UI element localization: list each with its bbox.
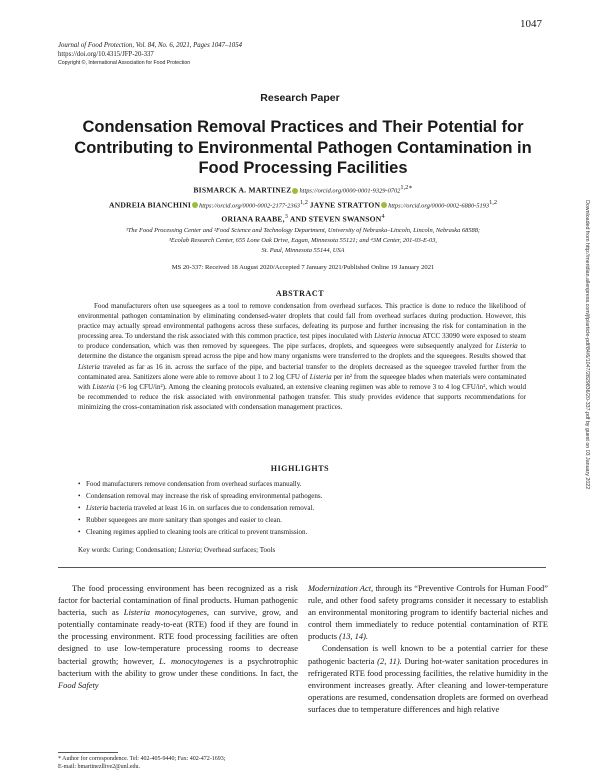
author-list: BISMARCK A. MARTINEZ $https://orcid.org/0000-0001-9329-0702^{1,2∗}$ ANDREIA BIANCHINI https://orcid.org/0000-0002-2177-2363$^{1,2}$ JAYNE STRATTON https://orcid.org/0000-0002-6880-5193$^{1,2}$ ORIANA RAABE,$^3$ AND STEVEN SWANSON$^4$ xyxy=(108,184,497,224)
list-item: • Listeria bacteria traveled at least 16 in. on surfaces due to condensation removal. xyxy=(78,504,315,512)
download-stamp-text: Downloaded from http://meridian.allenpress.com/jfp/article-pdf/84/6/1047/2829836/20-337.pdf by guest on 03 January 2022 xyxy=(584,200,590,490)
author-name: STEVEN SWANSON xyxy=(308,214,382,224)
download-stamp xyxy=(582,200,592,580)
orcid-icon[interactable] xyxy=(192,202,198,208)
page-number: 1047 xyxy=(520,18,542,30)
email-link[interactable]: E-mail: bmartinezllive2@unl.edu. xyxy=(58,764,141,770)
abstract-heading: ABSTRACT xyxy=(275,289,325,298)
list-item: • Food manufacturers remove condensation from overhead surfaces manually. xyxy=(78,480,302,488)
list-item: • Condensation removal may increase the risk of spreading environmental pathogens. xyxy=(78,492,323,500)
journal-citation: Journal of Food Protection, Vol. 84, No. 6, 2021, Pages 1047–1054 xyxy=(58,42,243,49)
highlights-heading: HIGHLIGHTS xyxy=(270,464,330,473)
body-column-right: Modernization Act, through its “Preventive Controls for Human Food” rule, and other food safety programs consider it necessary to establish an environmental monitoring program to identify bacterial niches and control them immediately to reduce potential contamination of RTE products (13, 14). Condensation is well known to be a potential carrier for these pathogenic bacteria (2, 11). During hot-water sanitation procedures in refrigerated RTE food processing facilities, the relative humidity in the environment increases greatly. After cleaning and lower-temperature operations are resumed, condensation droplets are formed on overhead surfaces due to temperature differences and high relative xyxy=(308,583,548,714)
divider xyxy=(58,567,546,568)
citation-link[interactable]: (13, 14). xyxy=(339,631,368,642)
list-item: • Cleaning regimes applied to cleaning tools are critical to prevent transmission. xyxy=(78,528,308,536)
author-name: ANDREIA BIANCHINI xyxy=(108,200,192,210)
abstract-body: Food manufacturers often use squeegees as a tool to remove condensation from overhead surfaces. This practice is done to reduce the likelihood of environmental pathogen contamination by eliminating condensed-water droplets that could fall from overhead surfaces during production. However, this practice may actually spread environmental pathogens across these surfaces, defeating its purpose and further increasing the risk for contamination in the processing area. To understand the risk associated with this common practice, test pipes inoculated with Listeria innocua ATCC 33090 were exposed to steam to produce condensation, which was then removed by squeegees. The pipe surfaces, droplets, and squeegees were subsequently analyzed for Listeria to determine the distance the organism spread across the pipe and how many organisms were transferred to the droplets and the squeegees. Results showed that Listeria traveled as far as 16 in. across the surface of the pipe, and bacterial transfer to the droplets decreased as the squeegee traveled further from the contaminated area. Sanitizers alone were able to remove about 1 to 2 log CFU of Listeria per in² from the squeegee blades when materials were contaminated with Listeria (>6 log CFU/in²). Among the cleaning protocols evaluated, an extensive cleaning regimen was able to remove 3 to 4 log CFU/in², which would be recommended to reduce the risk associated with environmental pathogen transfer. This study provides evidence that supports recommendations for minimizing the cross-contamination risk associated with condensation management practices. xyxy=(78,302,527,411)
section-label: Research Paper xyxy=(260,92,340,104)
highlights-list xyxy=(78,478,528,538)
list-item: • Rubber squeegees are more sanitary than sponges and easier to clean. xyxy=(78,516,282,524)
orcid-link[interactable]: https://orcid.org/0000-0001-9329-0702 xyxy=(299,187,401,195)
orcid-link[interactable]: https://orcid.org/0000-0002-6880-5193 xyxy=(388,202,490,210)
paper-title: Condensation Removal Practices and Their Potential for Contributing to Environmental Pathogen Contamination in Food Processing Facilities xyxy=(74,118,532,177)
citation-link[interactable]: (2, 11). xyxy=(377,655,402,666)
author-name: JAYNE STRATTON xyxy=(309,200,381,210)
keywords: Key words: Curing; Condensation; Listeria; Overhead surfaces; Tools xyxy=(78,546,276,554)
author-name: BISMARCK A. MARTINEZ xyxy=(193,185,292,195)
orcid-link[interactable]: https://orcid.org/0000-0002-2177-2363 xyxy=(199,202,300,210)
copyright: Copyright ©, International Association for Food Protection xyxy=(58,60,191,66)
orcid-icon[interactable] xyxy=(292,188,298,194)
author-name: ORIANA RAABE, xyxy=(221,214,285,224)
journal-header xyxy=(58,41,358,68)
orcid-icon[interactable] xyxy=(381,202,387,208)
received-dates: MS 20-337: Received 18 August 2020/Accepted 7 January 2021/Published Online 19 January 2021 xyxy=(171,264,435,271)
affiliations: ¹The Food Processing Center and ²Food Science and Technology Department, University of Nebraska–Lincoln, Lincoln, Nebraska 68588; ³Ecolab Research Center, 655 Lone Oak Drive, Eagan, Minnesota 55121; and ⁴3M Center, 201-03-E-03, St. Paul, Minnesota 55144, USA xyxy=(125,227,481,254)
footnote-divider xyxy=(58,752,118,753)
footnote: * Author for correspondence. Tel: 402-405-9440; Fax: 402-472-1693; E-mail: bmartinezllive2@unl.edu. xyxy=(58,755,298,771)
doi-link[interactable]: https://doi.org/10.4315/JFP-20-337 xyxy=(58,51,154,58)
body-column-left: The food processing environment has been recognized as a risk factor for bacterial contamination of final products. Human pathogenic bacteria, such as Listeria monocytogenes, can survive, grow, and potentially contaminate ready-to-eat (RTE) food if they are found in the processing environment. RTE food processing facilities are often designed to use low-temperature processing rooms to decrease bacterial growth; however, L. monocytogenes is a psychrotrophic bacterium with the ability to grow under these conditions. In fact, the Food Safety xyxy=(58,583,298,690)
